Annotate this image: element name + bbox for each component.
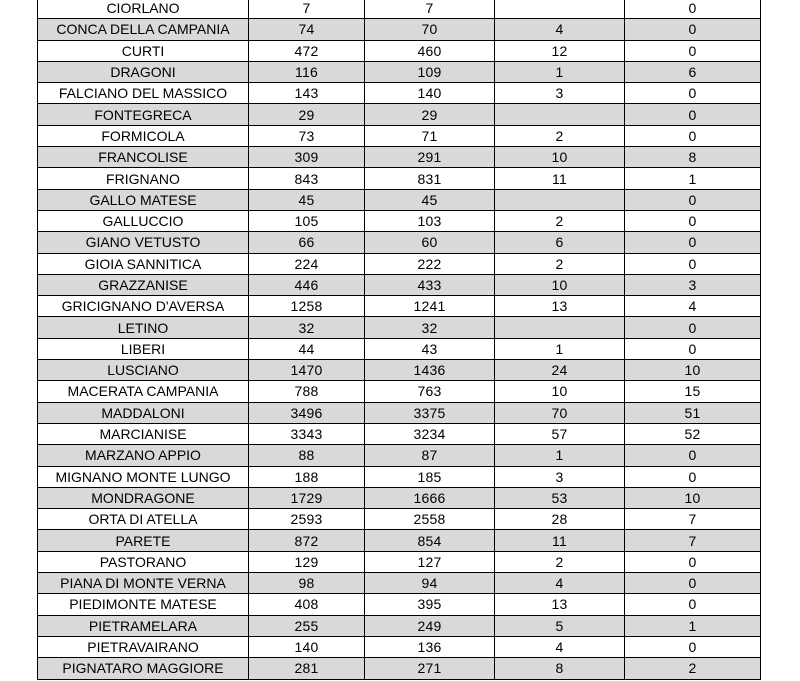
- positive-cell: 2: [495, 210, 625, 231]
- table-row: [38, 0, 761, 19]
- deceased-cell: 0: [625, 104, 761, 125]
- positive-cell: 57: [495, 423, 625, 444]
- recovered-cell: 127: [365, 551, 495, 572]
- table-row: [38, 594, 761, 615]
- total-cell: 1258: [249, 296, 365, 317]
- deceased-cell: 0: [625, 210, 761, 231]
- total-cell: 66: [249, 232, 365, 253]
- table-row: [38, 360, 761, 381]
- recovered-cell: 43: [365, 338, 495, 359]
- deceased-cell: 0: [625, 338, 761, 359]
- positive-cell: [495, 189, 625, 210]
- comune-cell: PIEDIMONTE MATESE: [38, 594, 249, 615]
- table-row: [38, 232, 761, 253]
- deceased-cell: 52: [625, 423, 761, 444]
- table-row: [38, 423, 761, 444]
- deceased-cell: 4: [625, 296, 761, 317]
- recovered-cell: 29: [365, 104, 495, 125]
- positive-cell: 3: [495, 83, 625, 104]
- deceased-cell: 15: [625, 381, 761, 402]
- positive-cell: 11: [495, 168, 625, 189]
- comune-cell: MIGNANO MONTE LUNGO: [38, 466, 249, 487]
- table-row: [38, 530, 761, 551]
- comune-cell: ORTA DI ATELLA: [38, 509, 249, 530]
- positive-cell: 13: [495, 296, 625, 317]
- comune-cell: FONTEGRECA: [38, 104, 249, 125]
- table-row: [38, 83, 761, 104]
- recovered-cell: 831: [365, 168, 495, 189]
- total-cell: 140: [249, 636, 365, 657]
- recovered-cell: 3375: [365, 402, 495, 423]
- table-row: [38, 19, 761, 40]
- total-cell: 2593: [249, 509, 365, 530]
- comune-cell: GIANO VETUSTO: [38, 232, 249, 253]
- positive-cell: 4: [495, 636, 625, 657]
- positive-cell: 6: [495, 232, 625, 253]
- positive-cell: 53: [495, 487, 625, 508]
- positive-cell: 10: [495, 381, 625, 402]
- comune-cell: LETINO: [38, 317, 249, 338]
- deceased-cell: 0: [625, 232, 761, 253]
- table-row: [38, 147, 761, 168]
- table-row: [38, 658, 761, 679]
- total-cell: 116: [249, 61, 365, 82]
- total-cell: 1729: [249, 487, 365, 508]
- positive-cell: 1: [495, 61, 625, 82]
- comune-cell: GALLO MATESE: [38, 189, 249, 210]
- table-row: [38, 125, 761, 146]
- total-cell: 105: [249, 210, 365, 231]
- total-cell: 3343: [249, 423, 365, 444]
- table-row: [38, 274, 761, 295]
- comune-cell: PARETE: [38, 530, 249, 551]
- comune-cell: CURTI: [38, 40, 249, 61]
- total-cell: 281: [249, 658, 365, 679]
- recovered-cell: 60: [365, 232, 495, 253]
- recovered-cell: 460: [365, 40, 495, 61]
- total-cell: 446: [249, 274, 365, 295]
- deceased-cell: 0: [625, 19, 761, 40]
- comune-cell: CIORLANO: [38, 0, 249, 19]
- deceased-cell: 1: [625, 168, 761, 189]
- total-cell: 73: [249, 125, 365, 146]
- deceased-cell: 0: [625, 317, 761, 338]
- table-row: [38, 61, 761, 82]
- positive-cell: 70: [495, 402, 625, 423]
- total-cell: 143: [249, 83, 365, 104]
- comune-cell: MARCIANISE: [38, 423, 249, 444]
- comune-cell: LIBERI: [38, 338, 249, 359]
- total-cell: 3496: [249, 402, 365, 423]
- deceased-cell: 7: [625, 530, 761, 551]
- deceased-cell: 0: [625, 125, 761, 146]
- table-row: [38, 104, 761, 125]
- deceased-cell: 8: [625, 147, 761, 168]
- deceased-cell: 10: [625, 360, 761, 381]
- table-row: [38, 466, 761, 487]
- positive-cell: [495, 0, 625, 19]
- recovered-cell: 136: [365, 636, 495, 657]
- recovered-cell: 71: [365, 125, 495, 146]
- table-row: [38, 296, 761, 317]
- positive-cell: 8: [495, 658, 625, 679]
- positive-cell: 4: [495, 19, 625, 40]
- total-cell: 188: [249, 466, 365, 487]
- total-cell: 74: [249, 19, 365, 40]
- deceased-cell: 0: [625, 253, 761, 274]
- recovered-cell: 32: [365, 317, 495, 338]
- comune-cell: MACERATA CAMPANIA: [38, 381, 249, 402]
- deceased-cell: 0: [625, 0, 761, 19]
- deceased-cell: 3: [625, 274, 761, 295]
- total-cell: 98: [249, 573, 365, 594]
- deceased-cell: 7: [625, 509, 761, 530]
- comune-cell: LUSCIANO: [38, 360, 249, 381]
- deceased-cell: 10: [625, 487, 761, 508]
- positive-cell: [495, 317, 625, 338]
- positive-cell: 2: [495, 253, 625, 274]
- recovered-cell: 291: [365, 147, 495, 168]
- total-cell: 309: [249, 147, 365, 168]
- total-cell: 129: [249, 551, 365, 572]
- recovered-cell: 94: [365, 573, 495, 594]
- deceased-cell: 0: [625, 83, 761, 104]
- deceased-cell: 0: [625, 551, 761, 572]
- table-row: [38, 636, 761, 657]
- comune-cell: GIOIA SANNITICA: [38, 253, 249, 274]
- recovered-cell: 140: [365, 83, 495, 104]
- recovered-cell: 2558: [365, 509, 495, 530]
- positive-cell: 2: [495, 551, 625, 572]
- positive-cell: [495, 104, 625, 125]
- table-row: [38, 551, 761, 572]
- recovered-cell: 45: [365, 189, 495, 210]
- total-cell: 29: [249, 104, 365, 125]
- total-cell: 45: [249, 189, 365, 210]
- comune-cell: DRAGONI: [38, 61, 249, 82]
- recovered-cell: 271: [365, 658, 495, 679]
- recovered-cell: 87: [365, 445, 495, 466]
- table-row: [38, 189, 761, 210]
- deceased-cell: 0: [625, 573, 761, 594]
- positive-cell: 10: [495, 147, 625, 168]
- positive-cell: 1: [495, 445, 625, 466]
- deceased-cell: 0: [625, 40, 761, 61]
- comune-cell: GALLUCCIO: [38, 210, 249, 231]
- municipality-table: [37, 0, 761, 680]
- recovered-cell: 222: [365, 253, 495, 274]
- deceased-cell: 6: [625, 61, 761, 82]
- recovered-cell: 3234: [365, 423, 495, 444]
- comune-cell: GRICIGNANO D'AVERSA: [38, 296, 249, 317]
- recovered-cell: 70: [365, 19, 495, 40]
- recovered-cell: 109: [365, 61, 495, 82]
- deceased-cell: 0: [625, 636, 761, 657]
- positive-cell: 2: [495, 125, 625, 146]
- positive-cell: 11: [495, 530, 625, 551]
- comune-cell: PIETRAMELARA: [38, 615, 249, 636]
- positive-cell: 3: [495, 466, 625, 487]
- recovered-cell: 1241: [365, 296, 495, 317]
- table-row: [38, 338, 761, 359]
- recovered-cell: 185: [365, 466, 495, 487]
- comune-cell: FORMICOLA: [38, 125, 249, 146]
- deceased-cell: 51: [625, 402, 761, 423]
- comune-cell: PIGNATARO MAGGIORE: [38, 658, 249, 679]
- comune-cell: MADDALONI: [38, 402, 249, 423]
- table-row: [38, 253, 761, 274]
- recovered-cell: 1666: [365, 487, 495, 508]
- table-body: [38, 0, 761, 679]
- positive-cell: 12: [495, 40, 625, 61]
- comune-cell: FALCIANO DEL MASSICO: [38, 83, 249, 104]
- comune-cell: FRANCOLISE: [38, 147, 249, 168]
- table-row: [38, 615, 761, 636]
- recovered-cell: 395: [365, 594, 495, 615]
- deceased-cell: 0: [625, 189, 761, 210]
- table-row: [38, 381, 761, 402]
- comune-cell: GRAZZANISE: [38, 274, 249, 295]
- positive-cell: 10: [495, 274, 625, 295]
- table-row: [38, 509, 761, 530]
- comune-cell: PIETRAVAIRANO: [38, 636, 249, 657]
- recovered-cell: 103: [365, 210, 495, 231]
- positive-cell: 4: [495, 573, 625, 594]
- recovered-cell: 249: [365, 615, 495, 636]
- deceased-cell: 0: [625, 445, 761, 466]
- deceased-cell: 0: [625, 466, 761, 487]
- total-cell: 88: [249, 445, 365, 466]
- table-row: [38, 210, 761, 231]
- comune-cell: CONCA DELLA CAMPANIA: [38, 19, 249, 40]
- positive-cell: 24: [495, 360, 625, 381]
- total-cell: 472: [249, 40, 365, 61]
- total-cell: 44: [249, 338, 365, 359]
- positive-cell: 13: [495, 594, 625, 615]
- total-cell: 408: [249, 594, 365, 615]
- table-row: [38, 402, 761, 423]
- comune-cell: PIANA DI MONTE VERNA: [38, 573, 249, 594]
- table-row: [38, 487, 761, 508]
- table-row: [38, 573, 761, 594]
- recovered-cell: 1436: [365, 360, 495, 381]
- recovered-cell: 854: [365, 530, 495, 551]
- recovered-cell: 763: [365, 381, 495, 402]
- total-cell: 224: [249, 253, 365, 274]
- comune-cell: MONDRAGONE: [38, 487, 249, 508]
- table-row: [38, 40, 761, 61]
- total-cell: 872: [249, 530, 365, 551]
- total-cell: 1470: [249, 360, 365, 381]
- deceased-cell: 2: [625, 658, 761, 679]
- positive-cell: 5: [495, 615, 625, 636]
- table-row: [38, 445, 761, 466]
- recovered-cell: 7: [365, 0, 495, 19]
- total-cell: 32: [249, 317, 365, 338]
- total-cell: 7: [249, 0, 365, 19]
- deceased-cell: 0: [625, 594, 761, 615]
- positive-cell: 1: [495, 338, 625, 359]
- table-row: [38, 317, 761, 338]
- total-cell: 788: [249, 381, 365, 402]
- recovered-cell: 433: [365, 274, 495, 295]
- total-cell: 843: [249, 168, 365, 189]
- total-cell: 255: [249, 615, 365, 636]
- positive-cell: 28: [495, 509, 625, 530]
- comune-cell: PASTORANO: [38, 551, 249, 572]
- table-row: [38, 168, 761, 189]
- comune-cell: MARZANO APPIO: [38, 445, 249, 466]
- deceased-cell: 1: [625, 615, 761, 636]
- comune-cell: FRIGNANO: [38, 168, 249, 189]
